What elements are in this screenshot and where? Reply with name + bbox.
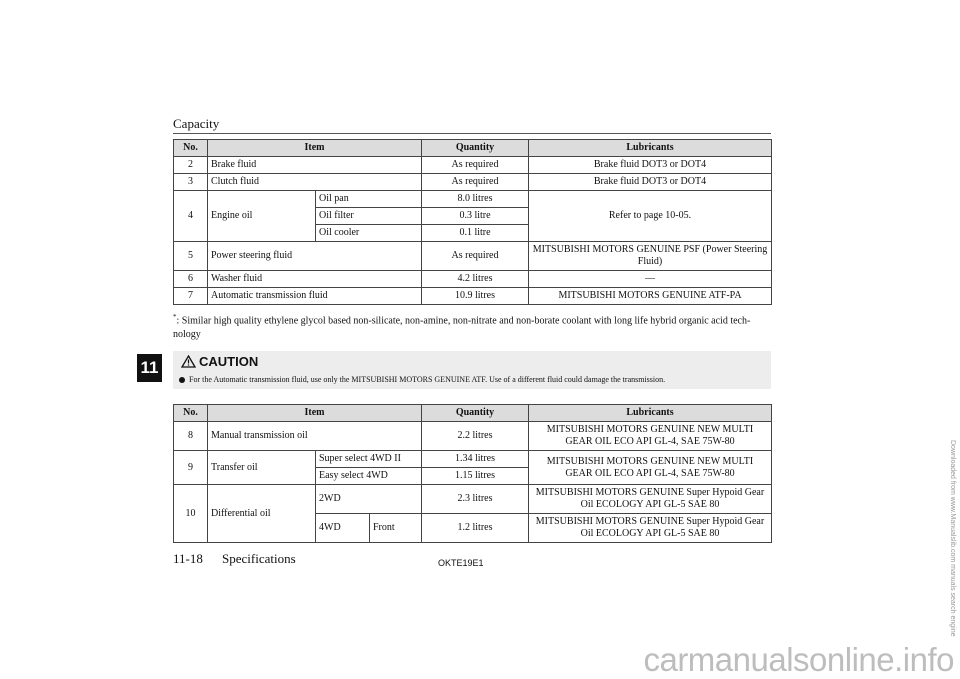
row-quantity: 1.15 litres [422,468,529,485]
row-no: 8 [174,422,208,451]
row-subitem: Oil cooler [316,225,422,242]
row-quantity: 4.2 litres [422,271,529,288]
caution-item-text: For the Automatic transmission fluid, use only the MITSUBISHI MOTORS GENUINE ATF. Use of a different fluid could damage the transmission. [189,375,666,384]
footnote-marker: * [173,313,177,321]
section-name: Specifications [222,551,296,566]
row-item: Manual transmission oil [208,422,422,451]
table-row [174,422,772,451]
row-no: 4 [174,191,208,242]
row-no: 2 [174,157,208,174]
table-row [174,157,772,174]
row-lubricants: Brake fluid DOT3 or DOT4 [529,157,772,174]
row-item: Differential oil [208,485,316,543]
row-no: 3 [174,174,208,191]
chapter-tab: 11 [137,354,162,382]
table-row [174,485,772,514]
table-row [174,271,772,288]
row-quantity: As required [422,157,529,174]
page-number: 11-18 [173,551,203,566]
row-subitem: Easy select 4WD [316,468,422,485]
caution-heading [181,354,258,369]
row-quantity: 2.3 litres [422,485,529,514]
document-code: OKTE19E1 [438,558,484,568]
row-item: Engine oil [208,191,316,242]
header-quantity: Quantity [422,405,529,422]
row-item: Brake fluid [208,157,422,174]
header-divider [173,133,771,134]
row-subitem: Oil filter [316,208,422,225]
header-lubricants: Lubricants [529,140,772,157]
row-position: Front [370,514,422,543]
row-quantity: As required [422,242,529,271]
header-item: Item [208,140,422,157]
row-quantity: 1.34 litres [422,451,529,468]
bullet-icon [179,377,185,383]
header-no: No. [174,140,208,157]
row-subitem: Super select 4WD II [316,451,422,468]
site-watermark: carmanualsonline.info [643,641,954,678]
row-quantity: 2.2 litres [422,422,529,451]
row-no: 10 [174,485,208,543]
table-row [174,174,772,191]
header-quantity: Quantity [422,140,529,157]
row-quantity: 1.2 litres [422,514,529,543]
table-row [174,451,772,468]
row-subitem: 4WD [316,514,370,543]
row-lubricants: MITSUBISHI MOTORS GENUINE PSF (Power Steering Fluid) [529,242,772,271]
row-item: Clutch fluid [208,174,422,191]
table-header-row [174,405,772,422]
caution-label: CAUTION [199,354,259,369]
footnote-text: : Similar high quality ethylene glycol based non-silicate, non-amine, non-nitrate and non-borate coolant with long life hybrid organic acid tech-nology [173,315,751,341]
header-item: Item [208,405,422,422]
row-quantity: As required [422,174,529,191]
table-header-row [174,140,772,157]
row-item: Washer fluid [208,271,422,288]
vertical-watermark: Downloaded from www.Manualslib.com manuals search engine [949,440,956,637]
row-lubricants: MITSUBISHI MOTORS GENUINE NEW MULTI GEAR OIL ECO API GL-4, SAE 75W-80 [529,422,772,451]
row-item: Power steering fluid [208,242,422,271]
page-header-title: Capacity [173,116,220,131]
row-item: Transfer oil [208,451,316,485]
row-quantity: 8.0 litres [422,191,529,208]
capacity-table-1 [173,139,772,305]
capacity-table-2 [173,404,772,543]
caution-item [179,375,665,384]
row-lubricants: MITSUBISHI MOTORS GENUINE Super Hypoid Gear Oil ECOLOGY API GL-5 SAE 80 [529,485,772,514]
row-no: 7 [174,288,208,305]
header-lubricants: Lubricants [529,405,772,422]
row-lubricants: MITSUBISHI MOTORS GENUINE NEW MULTI GEAR OIL ECO API GL-4, SAE 75W-80 [529,451,772,485]
row-quantity: 0.1 litre [422,225,529,242]
row-item: Automatic transmission fluid [208,288,422,305]
table-row [174,191,772,208]
row-lubricants: MITSUBISHI MOTORS GENUINE Super Hypoid Gear Oil ECOLOGY API GL-5 SAE 80 [529,514,772,543]
row-no: 5 [174,242,208,271]
table-row [174,242,772,271]
row-quantity: 0.3 litre [422,208,529,225]
row-lubricants: MITSUBISHI MOTORS GENUINE ATF-PA [529,288,772,305]
row-subitem: 2WD [316,485,422,514]
warning-triangle-icon [181,355,196,368]
coolant-footnote [173,310,773,342]
row-quantity: 10.9 litres [422,288,529,305]
row-no: 6 [174,271,208,288]
row-lubricants: — [529,271,772,288]
table-row [174,288,772,305]
row-lubricants: Brake fluid DOT3 or DOT4 [529,174,772,191]
row-no: 9 [174,451,208,485]
row-subitem: Oil pan [316,191,422,208]
header-no: No. [174,405,208,422]
row-lubricants: Refer to page 10-05. [529,191,772,242]
